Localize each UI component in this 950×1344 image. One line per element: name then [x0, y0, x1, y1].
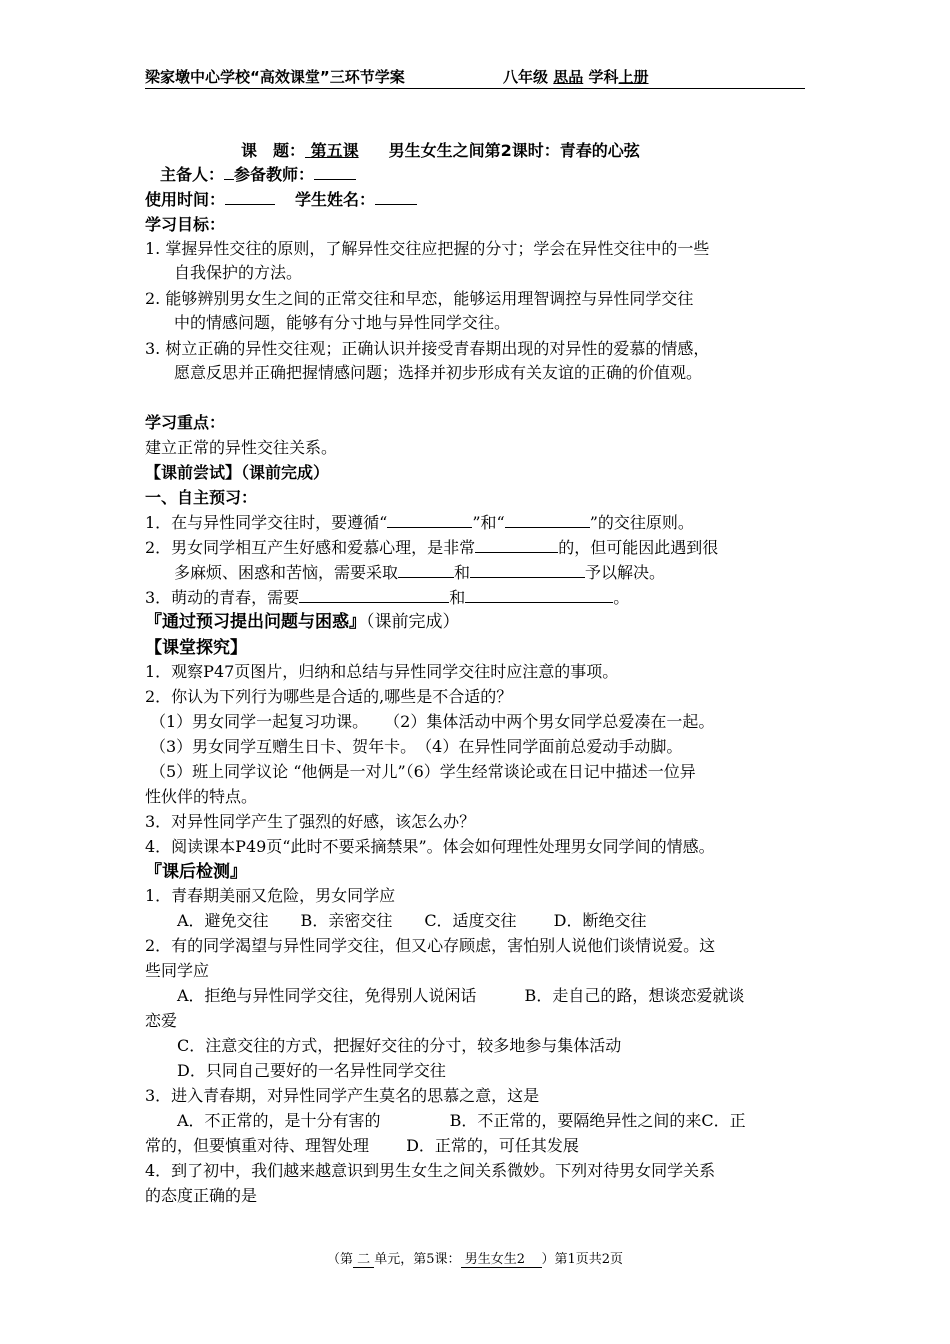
objective-1-line-1: 1. 掌握异性交往的原则，了解异性交往应把握的分寸；学会在异性交往中的一些: [145, 239, 710, 258]
subject: 思品: [553, 68, 584, 86]
meta-preparer-line: [160, 164, 356, 186]
volume: 上册: [618, 68, 649, 86]
self-preview-heading: 一、自主预习：: [145, 488, 258, 507]
explore-line-2: 2．你认为下列行为哪些是合适的,哪些是不合适的？: [145, 687, 513, 706]
objective-1-line-2: 自我保护的方法。: [174, 263, 303, 282]
explore-line-7: 3．对异性同学产生了强烈的好感，该怎么办？: [145, 812, 476, 831]
test-line-2: A．避免交往 B．亲密交往 C．适度交往 D．断绝交往: [145, 911, 647, 930]
title-prefix: 课 题：: [241, 141, 306, 160]
explore-line-3: （1）男女同学一起复习功课。 （2）集体活动中两个男女同学总爱凑在一起。: [150, 712, 715, 731]
test-line-9: 3．进入青春期，对异性同学产生莫名的思慕之意，这是: [145, 1086, 540, 1105]
test-line-4: 些同学应: [145, 961, 210, 980]
explore-line-4: （3）男女同学互赠生日卡、贺年卡。 （4）在异性同学面前总爱动手动脚。: [150, 737, 683, 756]
preview-q3: 3．萌动的青春，需要 和 。: [145, 588, 630, 607]
q1-blank-2: [505, 512, 590, 528]
q2-blank-1: [475, 537, 558, 553]
objective-3-line-1: 3. 树立正确的异性交往观；正确认识并接受青春期出现的对异性的爱慕的情感，: [145, 339, 710, 358]
footer-unit: 二: [353, 1248, 374, 1268]
teachers-blank: [314, 164, 356, 180]
preview-q1: 1．在与异性同学交往时，要遵循“ ”和“ ”的交往原则。: [145, 513, 694, 532]
objective-3-line-2: 愿意反思并正确把握情感问题；选择并初步形成有关友谊的正确的价值观。: [174, 363, 703, 382]
title-lesson: 第五课: [310, 141, 359, 160]
questions-heading: 『通过预习提出问题与困惑』（课前完成）: [145, 612, 460, 632]
explore-heading: 【课堂探究】: [145, 638, 247, 658]
preview-q2-cont: 多麻烦、困惑和苦恼，需要采取 和 予以解决。: [174, 563, 666, 582]
page-header: [145, 66, 805, 89]
explore-line-6: 性伙伴的特点。: [145, 787, 258, 806]
subject-word: 学科: [588, 68, 619, 86]
school-title: 梁家墩中心学校“高效课堂”三环节学案: [145, 68, 405, 86]
preparer-label: 主备人：: [160, 165, 225, 184]
preparer-blank: [224, 164, 234, 180]
q3-blank-1: [299, 587, 449, 603]
student-label: 学生姓名：: [295, 190, 376, 209]
page-footer: （第 二 单元，第5课： 男生女生2 ）第1页共2页: [0, 1248, 950, 1268]
test-line-13: 的态度正确的是: [145, 1186, 258, 1205]
q3-blank-2: [465, 587, 613, 603]
explore-line-1: 1．观察P47页图片，归纳和总结与异性同学交往时应注意的事项。: [145, 662, 619, 681]
objective-2-line-2: 中的情感问题，能够有分寸地与异性同学交往。: [174, 313, 511, 332]
test-line-7: C．注意交往的方式，把握好交往的分寸，较多地参与集体活动: [145, 1036, 622, 1055]
student-blank: [375, 189, 417, 205]
key-points-heading: 学习重点：: [145, 413, 226, 432]
test-line-5: A．拒绝与异性同学交往，免得别人说闲话 B．走自己的路，想谈恋爱就谈: [145, 986, 745, 1005]
test-line-8: D．只同自己要好的一名异性同学交往: [145, 1061, 446, 1080]
test-line-6: 恋爱: [145, 1011, 178, 1030]
objective-2-line-1: 2. 能够辨别男女生之间的正常交往和早恋，能够运用理智调控与异性同学交往: [145, 289, 694, 308]
objectives-heading: 学习目标：: [145, 215, 226, 234]
preview-q2: 2．男女同学相互产生好感和爱慕心理，是非常 的，但可能因此遇到很: [145, 538, 719, 557]
q2-blank-3: [470, 562, 585, 578]
test-heading: 『课后检测』: [145, 862, 247, 882]
time-blank: [225, 189, 275, 205]
key-points-text: 建立正常的异性交往关系。: [145, 438, 338, 457]
explore-line-8: 4．阅读课本P49页“此时不要采摘禁果”。体会如何理性处理男女同学间的情感。: [145, 837, 715, 856]
test-line-1: 1．青春期美丽又危险，男女同学应: [145, 886, 396, 905]
lesson-title: [241, 140, 640, 162]
test-line-10: A．不正常的，是十分有害的 B．不正常的，要隔绝异性之间的来C．正: [145, 1111, 746, 1130]
test-line-12: 4．到了初中，我们越来越意识到男生女生之间关系微妙。下列对待男女同学关系: [145, 1161, 716, 1180]
q1-blank-1: [387, 512, 472, 528]
time-label: 使用时间：: [145, 190, 226, 209]
meta-time-line: [145, 189, 417, 211]
pre-class-heading: 【课前尝试】（课前完成）: [145, 463, 330, 482]
title-topic: 男生女生之间第2课时：青春的心弦: [388, 141, 640, 160]
test-line-11: 常的，但要慎重对待、理智处理 D．正常的，可任其发展: [145, 1136, 579, 1155]
footer-topic: 男生女生2: [461, 1248, 542, 1268]
grade: 八年级: [503, 68, 549, 86]
teachers-label: 参备教师：: [234, 165, 315, 184]
test-line-3: 2．有的同学渴望与异性同学交往，但又心存顾虑，害怕别人说他们谈情说爱。这: [145, 936, 716, 955]
explore-line-5: （5）班上同学议论 “他俩是一对儿”（6）学生经常谈论或在日记中描述一位异: [150, 762, 696, 781]
grade-subject: [503, 66, 649, 87]
q2-blank-2: [398, 562, 454, 578]
